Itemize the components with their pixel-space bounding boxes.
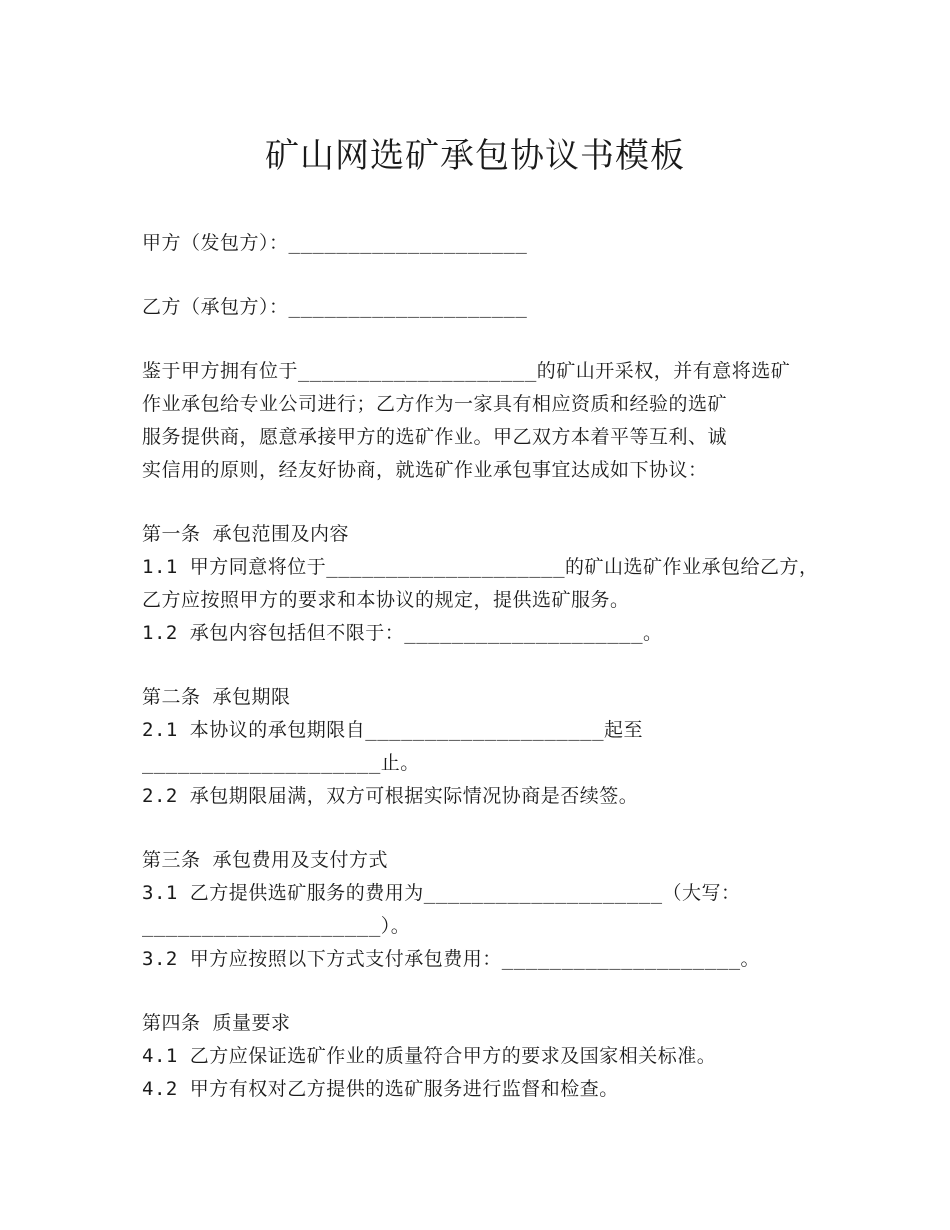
clause-4-1: 4.1 乙方应保证选矿作业的质量符合甲方的要求及国家相关标准。 — [142, 1045, 717, 1067]
clause-3-1-line-2: ____________________）。 — [142, 915, 411, 937]
clause-2-1-line-1: 2.1 本协议的承包期限自____________________起至 — [142, 719, 644, 741]
clause-4-2: 4.2 甲方有权对乙方提供的选矿服务进行监督和检查。 — [142, 1078, 619, 1100]
clause-2-2: 2.2 承包期限届满，双方可根据实际情况协商是否续签。 — [142, 785, 639, 807]
clause-3-1-line-1: 3.1 乙方提供选矿服务的费用为____________________（大写： — [142, 882, 741, 904]
document-title: 矿山网选矿承包协议书模板 — [265, 136, 685, 176]
clause-1-1-line-1: 1.1 甲方同意将位于____________________的矿山选矿作业承包给乙方， — [142, 556, 819, 578]
preamble-line-4: 实信用的原则，经友好协商，就选矿作业承包事宜达成如下协议： — [142, 459, 708, 481]
clause-1-2: 1.2 承包内容包括但不限于：____________________。 — [142, 622, 663, 644]
clause-3-2: 3.2 甲方应按照以下方式支付承包费用：____________________。 — [142, 948, 761, 970]
clause-1-1-line-2: 乙方应按照甲方的要求和本协议的规定，提供选矿服务。 — [142, 589, 630, 611]
preamble-line-3: 服务提供商，愿意承接甲方的选矿作业。甲乙双方本着平等互利、诚 — [142, 426, 728, 448]
preamble-line-2: 作业承包给专业公司进行；乙方作为一家具有相应资质和经验的选矿 — [142, 393, 728, 415]
article-1-heading: 第一条 承包范围及内容 — [142, 523, 349, 545]
party-a-line: 甲方（发包方）：____________________ — [142, 232, 528, 254]
article-4-heading: 第四条 质量要求 — [142, 1012, 291, 1034]
article-3-heading: 第三条 承包费用及支付方式 — [142, 849, 388, 871]
clause-2-1-line-2: ____________________止。 — [142, 752, 420, 774]
preamble-line-1: 鉴于甲方拥有位于____________________的矿山开采权，并有意将选矿 — [142, 360, 791, 382]
article-2-heading: 第二条 承包期限 — [142, 686, 291, 708]
party-b-line: 乙方（承包方）：____________________ — [142, 296, 528, 318]
